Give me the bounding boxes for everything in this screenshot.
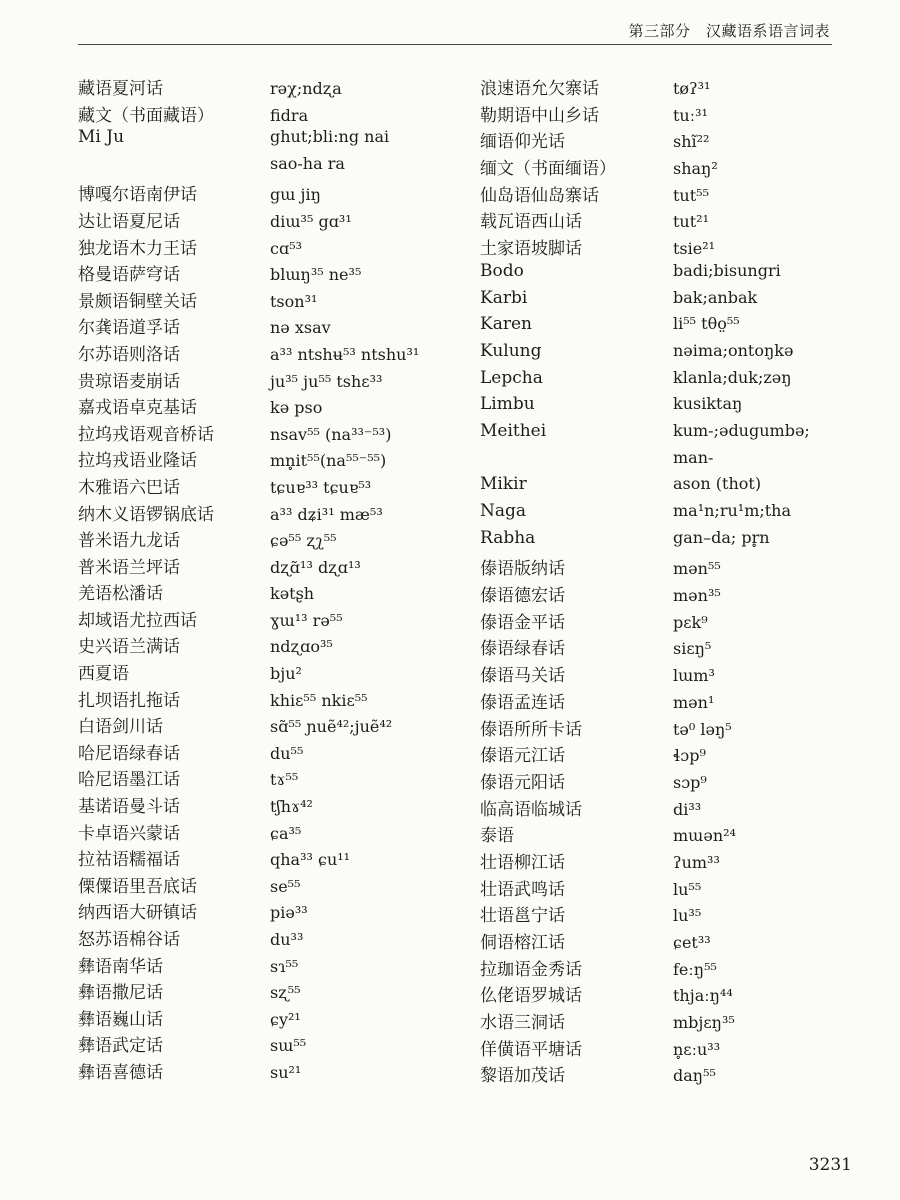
word-form: badi;bisungri [673, 260, 781, 280]
entry-row [78, 1005, 468, 1032]
language-name: 水语三洞话 [480, 1013, 565, 1034]
running-header [78, 20, 832, 45]
entry-row [78, 313, 468, 340]
language-name: 羌语松潘话 [78, 584, 163, 605]
word-form: lu⁵⁵ [673, 879, 702, 899]
entry-row [78, 526, 468, 553]
language-name: 土家语坡脚话 [480, 239, 582, 260]
word-form: se⁵⁵ [270, 876, 301, 896]
word-form: ma¹n;ru¹m;tha [673, 501, 792, 520]
word-form: lu³⁵ [673, 906, 702, 926]
word-form: shĩ²² [673, 132, 710, 152]
entry-row [480, 101, 860, 128]
word-form: mən¹ [673, 692, 715, 712]
language-name: 尔龚语道孚话 [78, 318, 180, 339]
language-name: 拉坞戎语业隆话 [78, 451, 197, 472]
language-name: Karbi [480, 287, 528, 308]
entry-row [480, 848, 860, 875]
header-title: 第三部分 汉藏语系语言词表 [628, 22, 830, 40]
language-name: 傣语马关话 [480, 666, 565, 687]
word-form: klanla;duk;zəŋ [673, 367, 792, 387]
entry-row [78, 473, 468, 500]
word-form: li⁵⁵ tθo̤⁵⁵ [673, 314, 740, 334]
word-form: ɕet³³ [673, 933, 711, 952]
entry-row [78, 765, 468, 792]
word-form: dʐɑ̃¹³ dʐɑ¹³ [270, 557, 361, 577]
word-form: sɿ⁵⁵ [270, 956, 299, 976]
word-form: daŋ⁵⁵ [673, 1066, 716, 1086]
language-name: 侗语榕江话 [480, 933, 565, 953]
entry-row [480, 74, 860, 101]
word-form: khiɛ⁵⁵ nkiɛ⁵⁵ [270, 690, 368, 710]
language-name: 史兴语兰满话 [78, 637, 180, 658]
entry-row [480, 234, 860, 261]
word-form: lɯm³ [673, 666, 715, 686]
word-form: bak;anbak [673, 287, 758, 307]
language-name: 尔苏语则洛话 [78, 344, 180, 365]
entry-row [480, 501, 860, 528]
language-name: Kulung [480, 340, 542, 361]
language-name: 藏文（书面藏语） [78, 105, 214, 126]
word-form: di³³ [673, 799, 702, 819]
entry-row [78, 898, 468, 925]
language-name: 傣语元阳话 [480, 772, 565, 793]
language-name: Limbu [480, 394, 535, 415]
word-form: du³³ [270, 930, 304, 949]
word-form: cɑ⁵³ [270, 238, 303, 258]
entry-row [78, 1031, 468, 1058]
word-form: kum-;ədugumbə; [673, 420, 810, 440]
entry-row [480, 688, 860, 715]
word-form: kə pso [270, 398, 323, 418]
entry-row [480, 554, 860, 581]
entry-row [78, 925, 468, 952]
entry-row [480, 474, 860, 501]
language-name: 泰语 [480, 826, 514, 847]
entry-row [78, 739, 468, 766]
entry-row [480, 288, 860, 315]
entry-row [480, 901, 860, 928]
entry-row [78, 579, 468, 606]
word-form: kusiktaŋ [673, 394, 743, 414]
language-name: 载瓦语西山话 [480, 212, 582, 233]
language-name: 纳木义语锣锅底话 [78, 504, 214, 525]
entry-row [78, 553, 468, 580]
entry-row [480, 981, 860, 1008]
language-name: 哈尼语绿春话 [78, 743, 180, 764]
entry-row [480, 768, 860, 795]
language-name: 壮语邕宁话 [480, 906, 565, 927]
entry-row [480, 127, 860, 154]
entry-row [480, 875, 860, 902]
word-form: nə xsav [270, 318, 331, 338]
language-name: 缅语仰光话 [480, 132, 565, 153]
word-form: ɕy²¹ [270, 1009, 301, 1029]
language-name: 基诺语曼斗话 [78, 797, 180, 818]
entry-row [78, 632, 468, 659]
entry-row [78, 845, 468, 872]
entry-row [78, 260, 468, 287]
entry-row [480, 955, 860, 982]
word-form: tøʔ³¹ [673, 79, 711, 98]
entry-row [78, 978, 468, 1005]
language-name: 缅文（书面缅语） [480, 159, 616, 180]
language-name: Mikir [480, 474, 527, 495]
language-name: 傣语德宏话 [480, 586, 565, 607]
word-form: rəχ;ndʐa [270, 79, 342, 98]
word-form: ɕə⁵⁵ ʐʅ⁵⁵ [270, 531, 337, 551]
entry-row [480, 661, 860, 688]
language-name: 却域语尤拉西话 [78, 610, 197, 631]
entry-row [78, 127, 468, 154]
entry-row [480, 368, 860, 395]
word-form: blɯŋ³⁵ ne³⁵ [270, 265, 362, 285]
language-name: 临高语临城话 [480, 799, 582, 820]
entry-row [480, 207, 860, 234]
language-name: 卡卓语兴蒙话 [78, 823, 180, 844]
word-form: piə³³ [270, 903, 308, 923]
entry-row [480, 181, 860, 208]
word-form: tɤ⁵⁵ [270, 770, 299, 790]
entry-row [78, 872, 468, 899]
word-form: ɬɔp⁹ [673, 746, 706, 766]
word-form: mɯən²⁴ [673, 826, 736, 846]
word-form: bju² [270, 664, 302, 684]
language-name: 纳西语大研镇话 [78, 903, 197, 924]
entry-row [480, 1061, 860, 1088]
word-form: ndʐɑo³⁵ [270, 637, 333, 657]
language-name: 哈尼语墨江话 [78, 770, 180, 791]
language-name: 傣语绿春话 [480, 639, 565, 660]
entry-row [480, 608, 860, 635]
language-name: Naga [480, 501, 527, 521]
language-name: 贵琼语麦崩话 [78, 371, 180, 392]
word-form: gɯ jiŋ [270, 185, 321, 205]
word-form: su²¹ [270, 1062, 302, 1082]
word-form: feːŋ⁵⁵ [673, 959, 717, 979]
language-name: Bodo [480, 260, 524, 281]
word-form: siɛŋ⁵ [673, 639, 712, 659]
entry-row [480, 741, 860, 768]
word-form: tə⁰ ləŋ⁵ [673, 719, 732, 739]
language-name: 傣语孟连话 [480, 692, 565, 713]
word-form: tʃhɤ⁴² [270, 797, 313, 817]
entry-row [78, 792, 468, 819]
language-name: 白语剑川话 [78, 717, 163, 738]
language-name: 黎语加茂话 [480, 1066, 565, 1087]
language-name: 壮语柳江话 [480, 852, 565, 873]
page-number: 3231 [808, 1155, 852, 1175]
language-name: 傣语版纳话 [480, 559, 565, 580]
language-name: 彝语武定话 [78, 1036, 163, 1057]
entry-row [78, 686, 468, 713]
entry-row [78, 819, 468, 846]
entry-row [78, 207, 468, 234]
entry-row [480, 928, 860, 955]
entry-row [480, 581, 860, 608]
language-name: 壮语武鸣话 [480, 879, 565, 900]
language-name: 独龙语木力王话 [78, 238, 197, 259]
language-name: 傣语金平话 [480, 612, 565, 633]
entry-row [480, 634, 860, 661]
word-form: mn̥it⁵⁵(na⁵⁵⁻⁵⁵) [270, 451, 387, 471]
word-form: kətʂh [270, 584, 315, 604]
word-form: du⁵⁵ [270, 743, 304, 763]
entry-row [480, 795, 860, 822]
entry-row [78, 287, 468, 314]
word-form: tut²¹ [673, 212, 709, 232]
language-name: 仙岛语仙岛寨话 [480, 185, 599, 206]
word-form: ju³⁵ ju⁵⁵ tshɛ³³ [270, 371, 383, 391]
word-form: tut⁵⁵ [673, 185, 709, 205]
word-form: fidra [270, 105, 309, 125]
entry-row [78, 606, 468, 633]
word-form: a³³ dʑi³¹ mæ⁵³ [270, 504, 383, 524]
language-name: 普米语兰坪话 [78, 557, 180, 578]
entry-row [78, 367, 468, 394]
language-name: 傣语元江话 [480, 746, 565, 767]
language-name: Meithei [480, 420, 547, 441]
language-name: 格曼语萨穹话 [78, 265, 180, 286]
word-form: man- [673, 447, 714, 467]
word-form: shaŋ² [673, 159, 718, 179]
word-form: ghut;bli:ng nai [270, 127, 390, 147]
word-form: pɛk⁹ [673, 612, 708, 632]
entry-row [78, 340, 468, 367]
word-form: sɑ̃⁵⁵ ɲuẽ⁴²;juẽ⁴² [270, 717, 393, 737]
language-name: 勒期语中山乡话 [480, 105, 599, 126]
language-name: 仫佬语罗城话 [480, 986, 582, 1007]
word-form: sao-ha ra [270, 153, 345, 173]
word-form: mən³⁵ [673, 586, 721, 606]
entry-row [480, 341, 860, 368]
language-name: Rabha [480, 527, 536, 548]
word-form: thjaːŋ⁴⁴ [673, 986, 733, 1006]
entry-row [480, 821, 860, 848]
entry-row [480, 394, 860, 421]
language-name: 普米语九龙话 [78, 531, 180, 552]
language-name: Mi Ju [78, 127, 125, 148]
language-name: 彝语撒尼话 [78, 983, 163, 1004]
language-name: 彝语南华话 [78, 956, 163, 977]
entry-row [78, 101, 468, 128]
entry-row [78, 712, 468, 739]
entry-row [480, 154, 860, 181]
entry-row [480, 314, 860, 341]
entry-row [480, 715, 860, 742]
right-column [480, 74, 860, 1088]
language-name: 浪速语允欠寨话 [480, 79, 599, 99]
entry-row [78, 234, 468, 261]
word-form: qha³³ ɕu¹¹ [270, 850, 351, 870]
entry-row [78, 420, 468, 447]
language-name: Karen [480, 314, 532, 335]
entry-row [480, 1035, 860, 1062]
word-form: nsav⁵⁵ (na³³⁻⁵³) [270, 424, 392, 444]
left-column [78, 74, 468, 1085]
entry-row [78, 659, 468, 686]
word-form: sɔp⁹ [673, 772, 707, 792]
entry-row [78, 1058, 468, 1085]
language-name: 彝语巍山话 [78, 1009, 163, 1030]
language-name: 木雅语六巴话 [78, 477, 180, 498]
language-name: 怒苏语棉谷话 [78, 930, 180, 950]
entry-row [480, 421, 860, 448]
word-form: tɕuɐ³³ tɕuɐ⁵³ [270, 477, 372, 497]
language-name: 博嘎尔语南伊话 [78, 185, 197, 206]
word-form: ɕa³⁵ [270, 823, 302, 843]
language-name: Lepcha [480, 367, 543, 388]
entry-row [480, 448, 860, 475]
entry-row [78, 393, 468, 420]
entry-row [78, 446, 468, 473]
language-name: 拉祜语糯福话 [78, 850, 180, 871]
word-form: a³³ ntshʉ⁵³ ntshu³¹ [270, 344, 420, 364]
language-name: 拉珈语金秀话 [480, 959, 582, 980]
language-name: 傣语所所卡话 [480, 719, 582, 740]
word-form: tson³¹ [270, 291, 318, 311]
word-form: n̥ɛːu³³ [673, 1039, 721, 1059]
word-form: diɯ³⁵ gɑ³¹ [270, 211, 352, 231]
language-name: 扎坝语扎拖话 [78, 690, 180, 711]
entry-row [78, 74, 468, 101]
language-name: 达让语夏尼话 [78, 211, 180, 232]
entry-row [480, 528, 860, 555]
language-name: 西夏语 [78, 664, 129, 685]
language-name: 佯僙语平塘话 [480, 1039, 582, 1060]
word-form: mən⁵⁵ [673, 559, 721, 579]
word-form: tuː³¹ [673, 105, 708, 125]
word-form: ʔum³³ [673, 852, 720, 872]
entry-row [78, 500, 468, 527]
language-name: 傈僳语里吾底话 [78, 876, 197, 897]
entry-row [480, 1008, 860, 1035]
word-form: tsie²¹ [673, 239, 716, 259]
entry-row [480, 261, 860, 288]
language-name: 景颇语铜壁关话 [78, 291, 197, 312]
entry-row [78, 154, 468, 181]
word-form: mbjɛŋ³⁵ [673, 1013, 735, 1033]
entry-row [78, 180, 468, 207]
language-name: 彝语喜德话 [78, 1062, 163, 1083]
word-form: ason (thot) [673, 474, 762, 494]
entry-row [78, 952, 468, 979]
language-name: 拉坞戎语观音桥话 [78, 424, 214, 445]
word-form: nəima;ontoŋkə [673, 340, 794, 360]
language-name: 藏语夏河话 [78, 79, 163, 99]
language-name: 嘉戎语卓克基话 [78, 398, 197, 419]
word-form: sɯ⁵⁵ [270, 1036, 307, 1056]
word-form: ɣɯ¹³ rə⁵⁵ [270, 610, 343, 630]
word-form: gan–da; pr̥n [673, 527, 770, 547]
word-form: sʐ⁵⁵ [270, 983, 301, 1003]
